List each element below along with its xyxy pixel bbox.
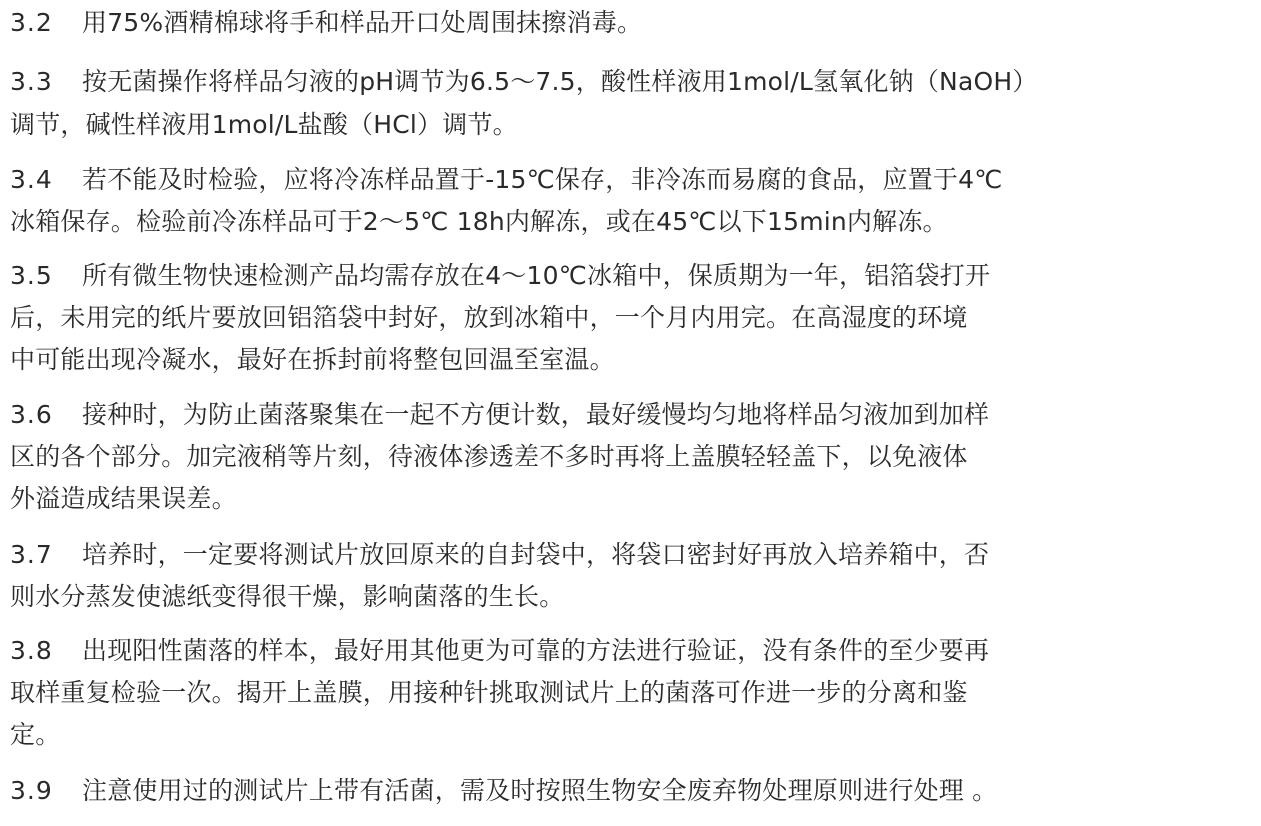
paragraph-number: 3.6 [10, 400, 53, 429]
paragraph-3-4-line-2 [10, 205, 948, 239]
paragraph-3-9-line-1 [10, 774, 997, 808]
paragraph-3-8-line-3 [10, 718, 60, 752]
paragraph-text: 调节，碱性样液用1mol/L盐酸（HCl）调节。 [10, 110, 518, 139]
paragraph-text: 中可能出现冷凝水，最好在拆封前将整包回温至室温。 [10, 345, 615, 374]
paragraph-3-3-line-2 [10, 108, 518, 142]
paragraph-text: 培养时，一定要将测试片放回原来的自封袋中，将袋口密封好再放入培养箱中，否 [82, 540, 990, 569]
paragraph-text: 出现阳性菌落的样本，最好用其他更为可靠的方法进行验证，没有条件的至少要再 [82, 636, 990, 665]
paragraph-text: 按无菌操作将样品匀液的pH调节为6.5～7.5，酸性样液用1mol/L氢氧化钠（NaOH） [82, 67, 1038, 96]
paragraph-3-7-line-2 [10, 580, 564, 614]
paragraph-3-4-line-1 [10, 163, 1003, 197]
paragraph-text: 取样重复检验一次。揭开上盖膜，用接种针挑取测试片上的菌落可作进一步的分离和鉴 [10, 678, 968, 707]
paragraph-text: 注意使用过的测试片上带有活菌，需及时按照生物安全废弃物处理原则进行处理 。 [82, 776, 998, 805]
paragraph-3-8-line-1 [10, 634, 989, 668]
paragraph-3-2-line-1 [10, 6, 642, 40]
paragraph-number: 3.2 [10, 8, 53, 37]
paragraph-text: 所有微生物快速检测产品均需存放在4～10℃冰箱中，保质期为一年，铝箔袋打开 [82, 261, 991, 290]
paragraph-text: 后，未用完的纸片要放回铝箔袋中封好，放到冰箱中，一个月内用完。在高湿度的环境 [10, 303, 968, 332]
paragraph-3-8-line-2 [10, 676, 968, 710]
paragraph-3-5-line-1 [10, 259, 990, 293]
paragraph-3-6-line-1 [10, 398, 989, 432]
paragraph-number: 3.4 [10, 165, 53, 194]
paragraph-text: 用75%酒精棉球将手和样品开口处周围抹擦消毒。 [82, 8, 643, 37]
paragraph-3-6-line-2 [10, 440, 968, 474]
paragraph-number: 3.7 [10, 540, 53, 569]
paragraph-text: 定。 [10, 720, 61, 749]
paragraph-number: 3.3 [10, 67, 53, 96]
paragraph-text: 冰箱保存。检验前冷冻样品可于2～5℃ 18h内解冻，或在45℃以下15min内解冻。 [10, 207, 948, 236]
paragraph-3-3-line-1 [10, 65, 1038, 99]
paragraph-3-6-line-3 [10, 482, 237, 516]
paragraph-number: 3.9 [10, 776, 53, 805]
paragraph-3-7-line-1 [10, 538, 989, 572]
paragraph-number: 3.5 [10, 261, 53, 290]
paragraph-number: 3.8 [10, 636, 53, 665]
paragraph-text: 接种时，为防止菌落聚集在一起不方便计数，最好缓慢均匀地将样品匀液加到加样 [82, 400, 990, 429]
paragraph-text: 若不能及时检验，应将冷冻样品置于-15℃保存，非冷冻而易腐的食品，应置于4℃ [82, 165, 1003, 194]
paragraph-text: 则水分蒸发使滤纸变得很干燥，影响菌落的生长。 [10, 582, 565, 611]
paragraph-text: 外溢造成结果误差。 [10, 484, 237, 513]
paragraph-text: 区的各个部分。加完液稍等片刻，待液体渗透差不多时再将上盖膜轻轻盖下，以免液体 [10, 442, 968, 471]
document-page [10, 0, 1240, 826]
paragraph-3-5-line-3 [10, 343, 615, 377]
paragraph-3-5-line-2 [10, 301, 968, 335]
